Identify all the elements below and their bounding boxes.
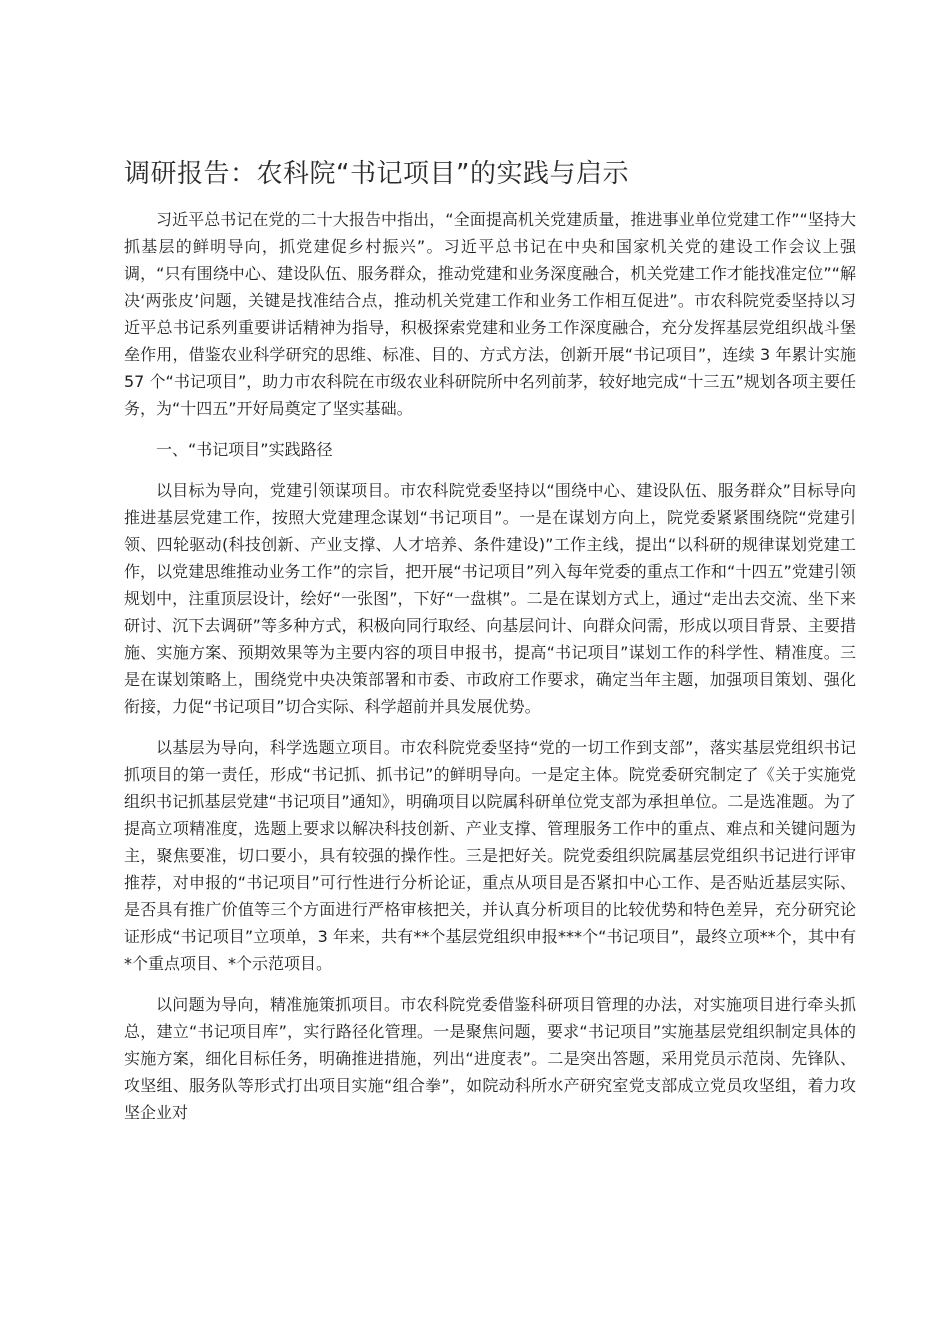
- section-paragraph-1: 以目标为导向，党建引领谋项目。市农科院党委坚持以“围绕中心、建设队伍、服务群众”目标导向推进基层党建工作，按照大党建理念谋划“书记项目”。一是在谋划方向上，院党委紧紧围绕院“党建引领、四轮驱动(科技创新、产业支撑、人才培养、条件建设)”工作主线，提出“以科研的规律谋划党建工作，以党建思维推动业务工作”的宗旨，把开展“书记项目”列入每年党委的重点工作和“十四五”党建引领规划中，注重顶层设计，绘好“一张图”，下好“一盘棋”。二是在谋划方式上，通过“走出去交流、坐下来研讨、沉下去调研”等多种方式，积极向同行取经、向基层问计、向群众问需，形成以项目背景、主要措施、实施方案、预期效果等为主要内容的项目申报书，提高“书记项目”谋划工作的科学性、精准度。三是在谋划策略上，围绕党中央决策部署和市委、市政府工作要求，确定当年主题，加强项目策划、强化衔接，力促“书记项目”切合实际、科学超前并具发展优势。: [124, 481, 856, 716]
- document-title: 调研报告：农科院“书记项目”的实践与启示: [124, 159, 629, 189]
- section-paragraph-2: 以基层为导向，科学选题立项目。市农科院党委坚持“党的一切工作到支部”，落实基层党组织书记抓项目的第一责任，形成“书记抓、抓书记”的鲜明导向。一是定主体。院党委研究制定了《关于实施党组织书记抓基层党建“书记项目”通知》，明确项目以院属科研单位党支部为承担单位。二是选准题。为了提高立项精准度，选题上要求以解决科技创新、产业支撑、管理服务工作中的重点、难点和关键问题为主，聚焦要准，切口要小，具有较强的操作性。三是把好关。院党委组织院属基层党组织书记进行评审推荐，对申报的“书记项目”可行性进行分析论证，重点从项目是否紧扣中心工作、是否贴近基层实际、是否具有推广价值等三个方面进行严格审核把关，并认真分析项目的比较优势和特色差异，充分研究论证形成“书记项目”立项单，3 年来，共有**个基层党组织申报***个“书记项目”，最终立项**个，其中有*个重点项目、*个示范项目。: [124, 738, 856, 973]
- document-page: [124, 150, 856, 1140]
- section-heading: 一、“书记项目”实践路径: [156, 440, 333, 459]
- intro-paragraph: 习近平总书记在党的二十大报告中指出，“全面提高机关党建质量，推进事业单位党建工作”“坚持大抓基层的鲜明导向，抓党建促乡村振兴”。习近平总书记在中央和国家机关党的建设工作会议上强调，“只有围绕中心、建设队伍、服务群众，推动党建和业务深度融合，机关党建工作才能找准定位”“解决‘两张皮’问题，关键是找准结合点，推动机关党建工作和业务工作相互促进”。市农科院党委坚持以习近平总书记系列重要讲话精神为指导，积极探索党建和业务工作深度融合，充分发挥基层党组织战斗堡垒作用，借鉴农业科学研究的思维、标准、目的、方式方法，创新开展“书记项目”，连续 3 年累计实施 57 个“书记项目”，助力市农科院在市级农业科研院所中名列前茅，较好地完成“十三五”规划各项主要任务，为“十四五”开好局奠定了坚实基础。: [124, 210, 856, 418]
- section-paragraph-3: 以问题为导向，精准施策抓项目。市农科院党委借鉴科研项目管理的办法，对实施项目进行牵头抓总，建立“书记项目库”，实行路径化管理。一是聚焦问题，要求“书记项目”实施基层党组织制定具体的实施方案，细化目标任务，明确推进措施，列出“进度表”。二是突出答题，采用党员示范岗、先锋队、攻坚组、服务队等形式打出项目实施“组合拳”，如院动科所水产研究室党支部成立党员攻坚组，着力攻坚企业对: [124, 995, 856, 1122]
